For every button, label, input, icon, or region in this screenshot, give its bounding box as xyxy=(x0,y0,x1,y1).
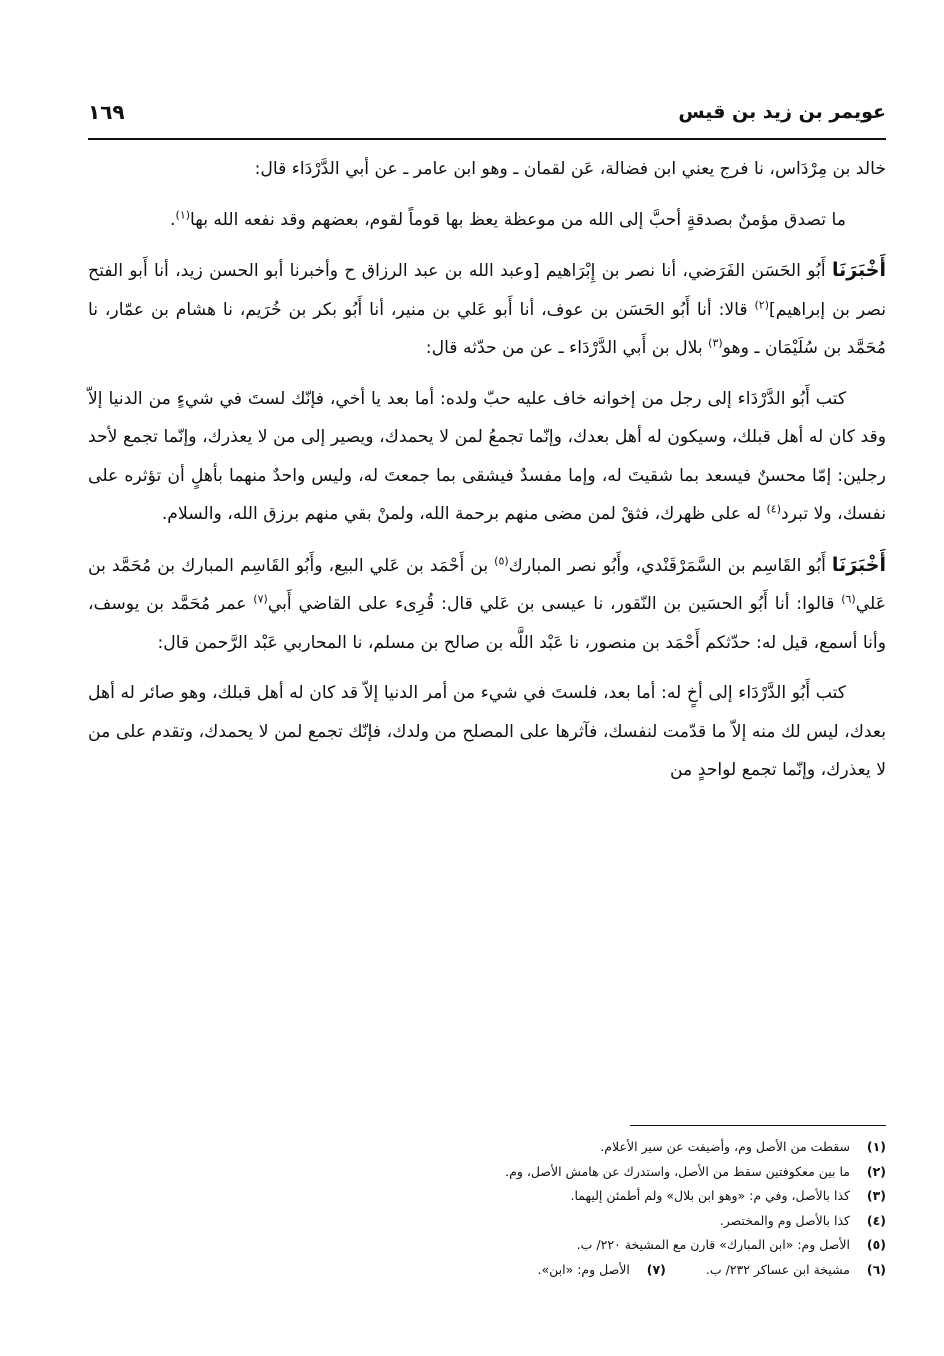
running-head xyxy=(88,92,886,140)
footnote-divider xyxy=(630,1125,886,1126)
running-title: عويمر بن زيد بن قيس xyxy=(678,101,886,123)
footnote xyxy=(538,1258,666,1283)
footnote xyxy=(88,1209,886,1234)
body-paragraph xyxy=(88,546,886,663)
body-paragraph xyxy=(88,251,886,368)
footnote-text: الأصل وم: «ابن». xyxy=(537,1261,630,1277)
paragraph-text: كتب أَبُو الدَّرْدَاء إلى أخٍ له: أما بعد، فلستَ في شيء من أمر الدنيا إلاّ قد كان له أهل قبلك، وهو صائر له أهل بعدك، ليس لك منه إلاّ ما قدّمت لنفسك، فآثرها على المصلح من ولدك، فإنّك تجمع لمن لا يحمدك، وتقدم على من لا يعذرك، وإنّما تجمع لواحدٍ من xyxy=(88,683,886,780)
footnote-text: الأصل وم: «ابن المبارك» قارن مع المشيخة ٢٢٠/ ب. xyxy=(576,1237,850,1252)
page-number: ١٦٩ xyxy=(88,100,125,124)
footnote xyxy=(88,1135,886,1160)
footnote-text: كذا بالأصل وم والمختصر. xyxy=(719,1212,850,1228)
footnote-number: (٣) xyxy=(866,1188,886,1203)
footnote-reference: (٧) xyxy=(253,592,268,606)
paragraph-text: عمر مُحَمَّد بن يوسف، وأنا أسمع، قيل له: حدّثكم أَحْمَد بن منصور، نا عَبْد اللَّه بن صالح بن مسلم، نا المحاربي عَبْد الرَّحمن قال: xyxy=(88,594,886,653)
paragraph-text: له على ظهرك، فثقْ لمن مضى منهم برحمة الله، ولمنْ بقي منهم برزق الله، والسلام. xyxy=(161,504,767,524)
paragraph-text: أَبُو الحَسَن الفَرَضي، أنا نصر بن إِبْرَاهيم [وعبد الله بن عبد الرزاق ح وأخبرنا أبو الحسن زيد، أنا أَبو الفتح نصر بن إبراهيم] xyxy=(88,261,886,320)
footnote-reference: (١) xyxy=(175,207,191,221)
body-paragraph xyxy=(88,674,886,790)
footnote xyxy=(88,1184,886,1209)
paragraph-text: بن أَحْمَد بن عَلي البيع، وأَبُو القَاسِم المبارك بن مُحَمَّد بن عَلي xyxy=(88,555,886,614)
footnote-reference: (٦) xyxy=(841,592,856,606)
footnote-reference: (٢) xyxy=(754,297,769,311)
paragraph-text: ما تصدق مؤمنٌ بصدقةٍ أحبَّ إلى الله من موعظة يعظ بها قوماً لقوم، بعضهم وقد نفعه الله بها xyxy=(190,209,846,230)
paragraph-text: . xyxy=(170,209,176,230)
paragraph-text: خالد بن مِرْدَاس، نا فرج يعني ابن فضالة، عَن لقمان ـ وهو ابن عامر ـ عن أبي الدَّرْدَاء قال: xyxy=(254,159,886,179)
paragraph-text: كتب أَبُو الدَّرْدَاء إلى رجل من إخوانه خاف عليه حبّ ولده: أما بعد يا أخي، فإنّك لستَ في شيءٍ من الدنيا إلاّ وقد كان له أهل قبلك، وسيكون له أهل بعدك، وإنّما تجمعُ لمن لا يحمدك، ويصير إلى من لا يعذرك، وإنّما تجمع لأحد رجلين: إمّا محسنٌ فيسعد بما شقيتَ له، وإما مفسدٌ فيشقى بما جمعتَ له، وليس واحدٌ منهما بأهلٍ أن تؤثره على نفسك، ولا تبرد xyxy=(88,388,886,524)
footnote-text: مشيخة ابن عساكر ٢٣٢/ ب. xyxy=(705,1261,850,1277)
footnote-number: (٧) xyxy=(646,1261,666,1277)
footnote xyxy=(706,1258,886,1283)
paragraph-text: قالا: أنا أَبُو الحَسَن بن عوف، أنا أَبو عَلي بن منير، أنا أَبُو بكر بن خُرَيم، نا هشام بن عمّار، نا مُحَمَّد بن سُلَيْمَان ـ وهو xyxy=(88,299,886,358)
paragraph-text: قالوا: أنا أَبُو الحسَين بن النّقور، نا عيسى بن عَلي قال: قُرِىء على القاضي أَبي xyxy=(267,594,842,614)
footnote-pair xyxy=(88,1258,886,1283)
footnote-text: سقطت من الأصل وم، وأضيفت عن سير الأعلام. xyxy=(600,1139,850,1154)
footnote-number: (١) xyxy=(866,1139,886,1154)
footnote-number: (٢) xyxy=(866,1163,886,1179)
footnote xyxy=(88,1160,886,1185)
footnote xyxy=(88,1233,886,1258)
body-paragraph xyxy=(88,380,886,534)
footnote-number: (٥) xyxy=(866,1237,886,1252)
footnote-reference: (٣) xyxy=(708,336,723,350)
chain-opening-word: أَخْبَرَنَا xyxy=(831,259,886,281)
footnote-number: (٦) xyxy=(866,1261,886,1277)
footnote-reference: (٥) xyxy=(494,553,509,567)
footnotes xyxy=(88,1135,886,1282)
footnote-reference: (٤) xyxy=(766,502,782,516)
footnote-text: ما بين معكوفتين سقط من الأصل، واستدرك عن هامش الأصل، وم. xyxy=(505,1163,850,1179)
body-text xyxy=(88,150,886,802)
chain-opening-word: أَخْبَرَنَا xyxy=(831,553,886,576)
paragraph-text: أَبُو القَاسِم بن السَّمَرْقَنْدي، وأَبُو نصر المبارك xyxy=(508,555,832,576)
body-paragraph xyxy=(88,150,886,189)
footnote-number: (٤) xyxy=(866,1212,886,1228)
footnote-text: كذا بالأصل، وفي م: «وهو ابن بلال» ولم أطمئن إليهما. xyxy=(570,1188,850,1203)
paragraph-text: بلال بن أَبي الدَّرْدَاء ـ عن من حدّثه قال: xyxy=(425,338,709,358)
body-paragraph xyxy=(88,201,886,240)
